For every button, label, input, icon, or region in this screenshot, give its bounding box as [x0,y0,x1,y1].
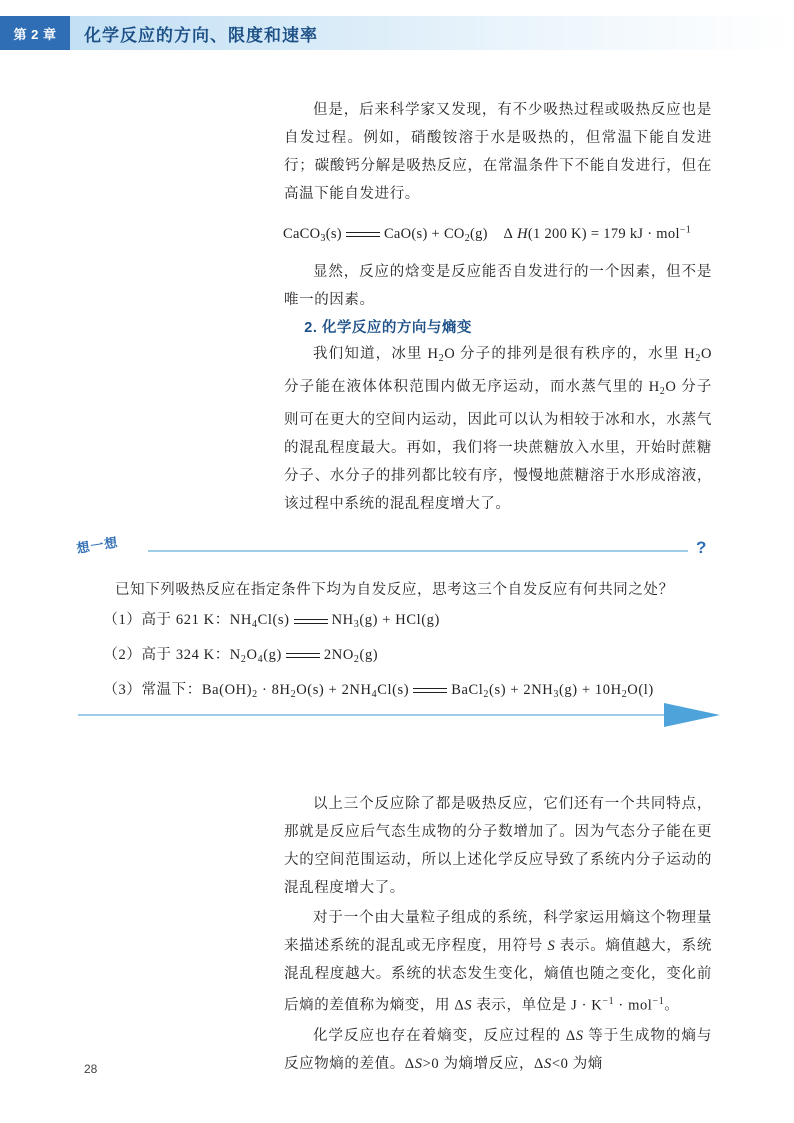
equation-product: $CaO(s) + CO_2(g)$ [383,225,488,244]
think-box-bottom-rule [78,714,668,716]
chapter-title: 化学反应的方向、限度和速率 [84,25,318,45]
paragraph-endothermic: 但是，后来科学家又发现，有不少吸热过程或吸热反应也是自发过程。例如，硝酸铵溶于水是吸热的，但常温下能自发进行；碳酸钙分解是吸热反应，在常温条件下不能自发进行，但在高温下能自发进行。 [284,102,712,202]
equilibrium-arrow-icon [346,229,380,239]
page-header [0,0,794,56]
chapter-tag: 第 2 章 [0,16,70,50]
paragraph-below-2: 对于一个由大量粒子组成的系统，科学家运用熵这个物理量来描述系统的混乱或无序程度，用符号 S 表示。熵值越大，系统混乱程度越大。系统的状态发生变化，熵值也随之变化，变化前后熵的差值称为熵变，用 ΔS 表示，单位是 $J \cdot K^{-1} \cdot mol^{-1}$。 [284,910,712,1014]
paragraph-obvious-block [284,258,712,316]
paragraph-endothermic-block [284,96,712,210]
think-box [75,528,718,728]
think-box-item-1: （1）高于 621 K：$NH_4Cl(s) NH_3(g) + HCl(g)$ [103,612,440,630]
think-box-item-3: （3）常温下：$Ba(OH)_2 \cdot 8H_2O(s) + 2NH_4Cl(s)$ BaCl$_2$(s) + $2NH_3(g) + 10H_2O(l)$ [103,681,654,700]
chemical-equation-caco3 [252,218,722,250]
equilibrium-arrow-icon [413,685,447,695]
paragraph-below-1: 以上三个反应除了都是吸热反应，它们还有一个共同特点，那就是反应后气态生成物的分子数增加了。因为气态分子能在更大的空间范围运动，所以上述化学反应导致了系统内分子运动的混乱程度增大了。 [284,796,712,896]
page-number: 28 [84,1062,98,1076]
paragraph-bottom-block [284,790,712,1080]
think-box-top-rule [148,550,688,552]
question-mark-icon: ? [696,538,707,557]
equation-reactant: CaCO$_3$(s) [282,225,342,244]
arrow-right-icon [664,703,720,727]
equation-enthalpy: Δ H(1 200 K) = 179 kJ · mol$^{-1}$ [503,224,692,242]
think-box-body [86,576,714,710]
think-box-intro: 已知下列吸热反应在指定条件下均为自发反应，思考这三个自发反应有何共同之处？ [115,582,674,598]
paragraph-entropy-intro: 我们知道，冰里 $H_2O$ 分子的排列是很有秩序的，水里 $H_2O$ 分子能在液体体积范围内做无序运动，而水蒸气里的 $H_2O$ 分子则可在更大的空间内运动，因此可以认为相较于冰和水，水蒸气的混乱程度最大。再如，我们将一块蔗糖放入水里，开始时蔗糖分子、水分子的排列都比较有序，慢慢地蔗糖溶于水形成溶液，该过程中系统的混乱程度增大了。 [284,346,713,512]
paragraph-below-3: 化学反应也存在着熵变，反应过程的 ΔS 等于生成物的熵与反应物熵的差值。ΔS>0 为熵增反应，ΔS<0 为熵 [284,1027,712,1072]
think-box-label: 想一想 [75,534,120,557]
paragraph-entropy-block [284,340,712,520]
section-subheading: 2. 化学反应的方向与熵变 [304,320,472,336]
equilibrium-arrow-icon [294,616,328,626]
think-box-item-2: （2）高于 324 K：$N_2O_4(g)$ $2NO_2(g)$ [103,646,379,665]
paragraph-obvious: 显然，反应的焓变是反应能否自发进行的一个因素，但不是唯一的因素。 [284,264,712,308]
equilibrium-arrow-icon [286,650,320,660]
